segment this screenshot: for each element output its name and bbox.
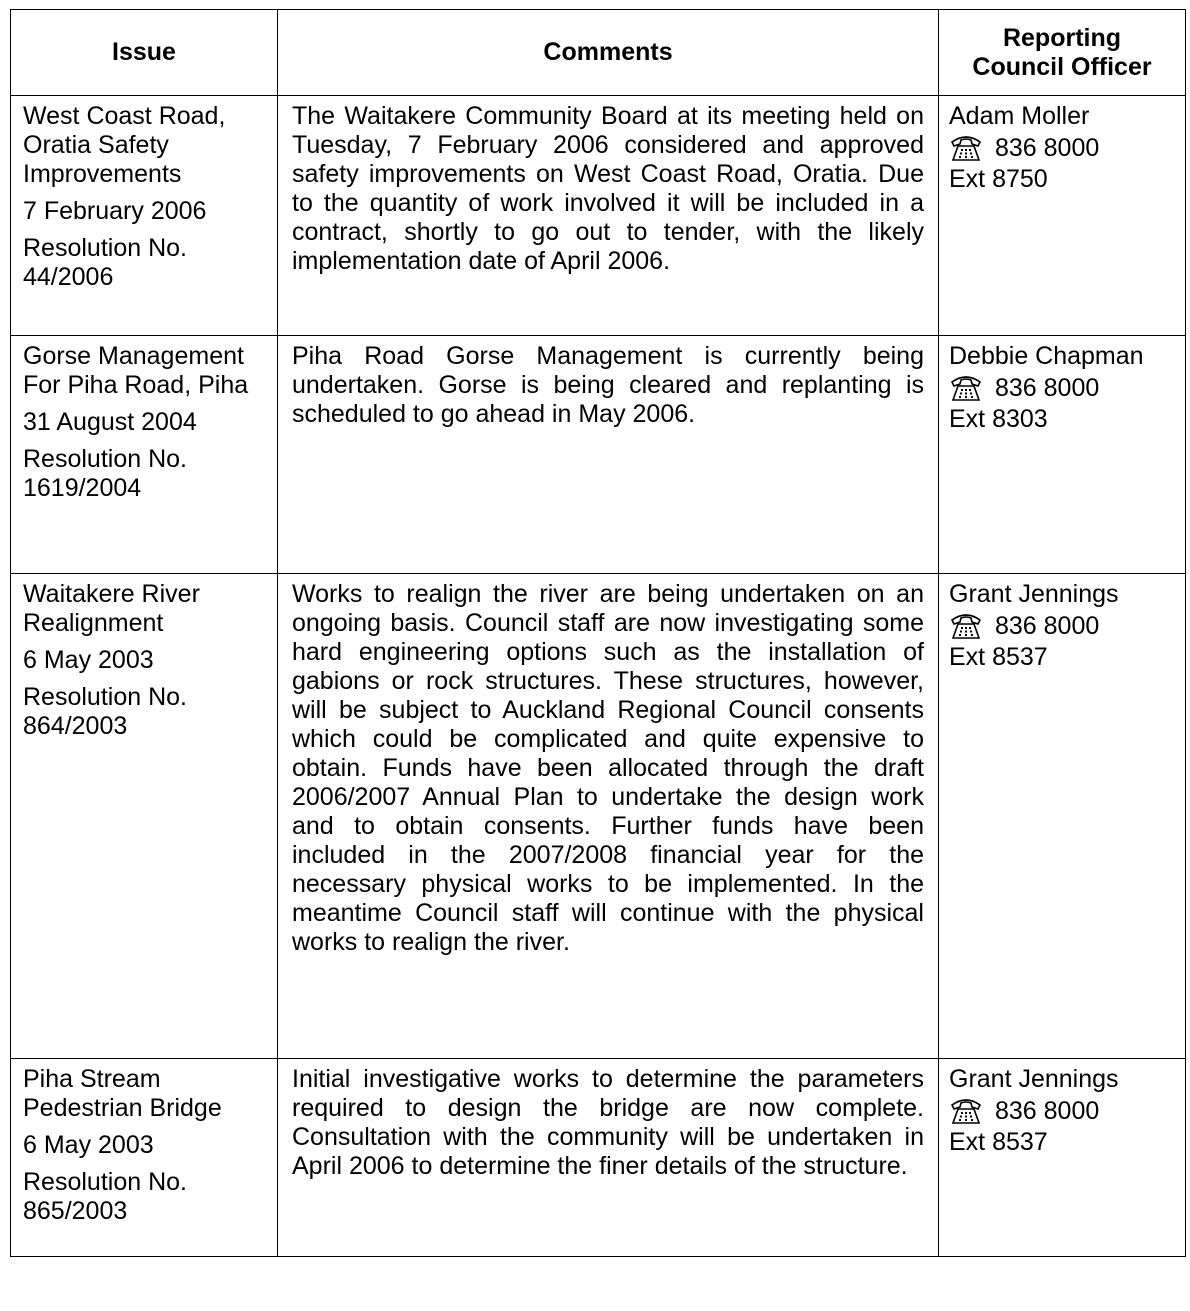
header-comments: Comments (278, 10, 939, 96)
header-officer-line1: Reporting (1002, 23, 1122, 52)
comments-cell: Works to realign the river are being undertaken on an ongoing basis. Council staff are now investigating some hard engineering options such as the installation of gabions or rock structures. These structures, however, will be subject to Auckland Regional Council consents which could be complicated and quite expensive to obtain. Funds have been allocated through the draft 2006/2007 Annual Plan to undertake the design work and to obtain consents. Further funds have been included in the 2007/2008 financial year for the necessary physical works to be implemented. In the meantime Council staff will continue with the physical works to realign the river. (278, 574, 939, 1059)
issue-resolution: Resolution No. 865/2003 (23, 1168, 187, 1225)
issue-cell (11, 96, 278, 336)
telephone-icon (949, 611, 983, 641)
officer-name: Grant Jennings (949, 1065, 1119, 1093)
officer-phone (949, 1096, 1177, 1126)
comments-cell: Piha Road Gorse Management is currently being undertaken. Gorse is being cleared and replanting is scheduled to go ahead in May 2006. (278, 336, 939, 574)
officer-phone (949, 133, 1177, 163)
telephone-icon (949, 133, 983, 163)
officer-extension: Ext 8537 (949, 1128, 1048, 1156)
officer-cell (939, 96, 1186, 336)
issue-cell (11, 574, 278, 1059)
issue-date: 6 May 2003 (23, 646, 154, 674)
issue-title: Gorse Management For Piha Road, Piha (23, 342, 249, 399)
issue-title: Piha Stream Pedestrian Bridge (23, 1065, 222, 1122)
header-officer-line2: Council Officer (972, 52, 1152, 81)
officer-extension: Ext 8750 (949, 165, 1048, 193)
officer-phone-number: 836 8000 (995, 373, 1100, 402)
issue-resolution: Resolution No. 864/2003 (23, 683, 187, 740)
header-issue: Issue (11, 10, 278, 96)
officer-phone-number: 836 8000 (995, 133, 1100, 162)
officer-extension: Ext 8303 (949, 405, 1048, 433)
table-row (11, 336, 1186, 574)
issue-date: 31 August 2004 (23, 408, 197, 436)
officer-phone (949, 373, 1177, 403)
issue-resolution: Resolution No. 1619/2004 (23, 445, 187, 502)
officer-name: Adam Moller (949, 102, 1090, 130)
table-row (11, 96, 1186, 336)
issue-date: 6 May 2003 (23, 1131, 154, 1159)
comments-cell: Initial investigative works to determine the parameters required to design the bridge are now complete. Consultation with the community will be undertaken in April 2006 to determine the finer details of the structure. (278, 1059, 939, 1257)
issue-date: 7 February 2006 (23, 197, 207, 225)
officer-cell (939, 336, 1186, 574)
officer-name: Grant Jennings (949, 580, 1119, 608)
issue-title: Waitakere River Realignment (23, 580, 200, 637)
issue-resolution: Resolution No. 44/2006 (23, 234, 187, 291)
comments-cell: The Waitakere Community Board at its meeting held on Tuesday, 7 February 2006 considered and approved safety improvements on West Coast Road, Oratia. Due to the quantity of work involved it will be included in a contract, shortly to go out to tender, with the likely implementation date of April 2006. (278, 96, 939, 336)
officer-cell (939, 1059, 1186, 1257)
issues-table (10, 9, 1186, 1257)
table-header-row (11, 10, 1186, 96)
officer-phone-number: 836 8000 (995, 1096, 1100, 1125)
issue-cell (11, 336, 278, 574)
telephone-icon (949, 1096, 983, 1126)
telephone-icon (949, 373, 983, 403)
table-row (11, 1059, 1186, 1257)
officer-cell (939, 574, 1186, 1059)
officer-extension: Ext 8537 (949, 643, 1048, 671)
issue-cell (11, 1059, 278, 1257)
header-reporting-officer (939, 10, 1186, 96)
officer-phone-number: 836 8000 (995, 611, 1100, 640)
officer-name: Debbie Chapman (949, 342, 1144, 370)
table-row (11, 574, 1186, 1059)
issue-title: West Coast Road, Oratia Safety Improvements (23, 102, 226, 188)
officer-phone (949, 611, 1177, 641)
